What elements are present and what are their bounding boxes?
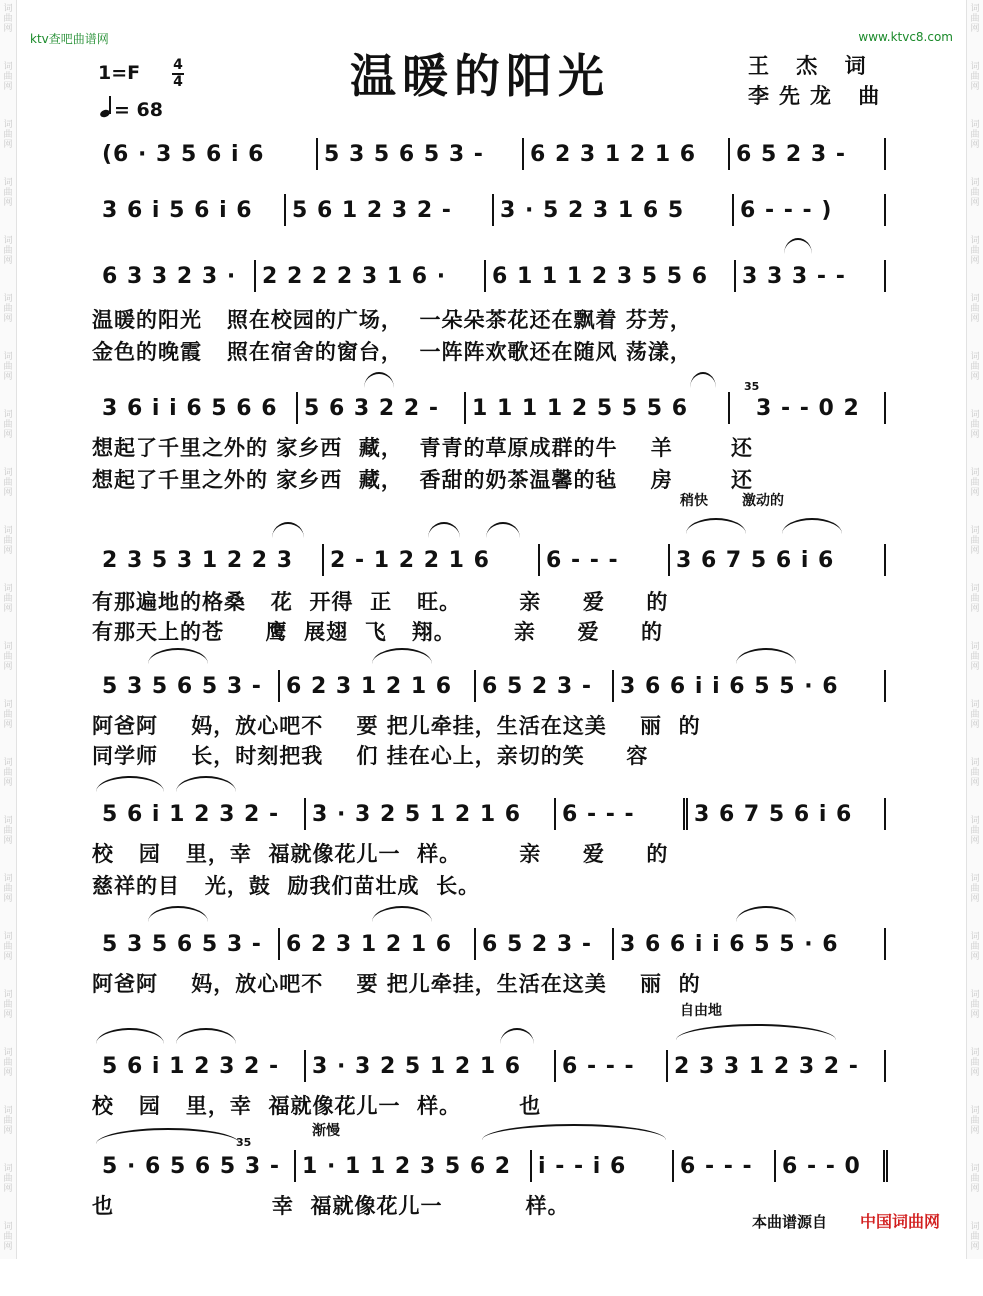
score-line-10 (0, 1146, 861, 1180)
watermark-text: 词 曲 网 (970, 352, 980, 382)
slur (372, 906, 432, 922)
measure: 6 5 2 3 - (476, 670, 614, 702)
watermark-text: 词 曲 网 (970, 700, 980, 730)
measure: 2 - 1 2 2 1 6 (324, 544, 540, 576)
score-line-8 (0, 924, 839, 958)
watermark-text: 词 曲 网 (3, 758, 13, 788)
watermark-text: 词 曲 网 (3, 700, 13, 730)
watermark-text: 词 曲 网 (3, 1164, 13, 1194)
slur (364, 372, 394, 388)
watermark-text: 词 曲 网 (970, 1164, 980, 1194)
key-signature: 1=F (98, 62, 141, 84)
watermark-text: 词 曲 网 (970, 642, 980, 672)
watermark-text: 词 曲 网 (970, 932, 980, 962)
watermark-text: 词 曲 网 (3, 874, 13, 904)
watermark-text: 词 曲 网 (970, 526, 980, 556)
measure: 3 6 i i 6 5 6 6 (96, 392, 298, 424)
measure: 5 3 5 6 5 3 - (96, 928, 280, 960)
tempo-value: = 68 (114, 99, 163, 121)
watermark-text: 词 曲 网 (3, 584, 13, 614)
lyric-line: 同学师 长，时刻把我 们 挂在心上，亲切的笑 容 (92, 744, 649, 768)
measure: 3 6 6 i i 6 5 5 · 6 (614, 670, 886, 702)
watermark-text: 词 曲 网 (970, 4, 980, 34)
slur (500, 1028, 534, 1044)
grace-note: 35 (744, 380, 760, 393)
slur (372, 648, 432, 664)
watermark-text: 词 曲 网 (3, 120, 13, 150)
slur (96, 1128, 240, 1144)
measure: 5 3 5 6 5 3 - (96, 670, 280, 702)
watermark-text: 词 曲 网 (3, 526, 13, 556)
watermark-text: 词 曲 网 (970, 62, 980, 92)
measure: 6 5 2 3 - (476, 928, 614, 960)
slur (176, 1028, 236, 1044)
slur (676, 1024, 836, 1040)
lyric-line: 金色的晚霞 照在宿舍的窗台， 一阵阵欢歌还在随风 荡漾， (92, 340, 692, 364)
measure: 6 1 1 1 2 3 5 5 6 (486, 260, 736, 292)
measure: 2 3 5 3 1 2 2 3 (96, 544, 324, 576)
slur (428, 522, 460, 538)
measure: 3 6 7 5 6 i 6 (688, 798, 886, 830)
slur (736, 906, 796, 922)
lyric-line: 有那遍地的格桑 花 开得 正 旺。 亲 爱 的 (92, 590, 669, 614)
song-title: 温暖的阳光 (350, 49, 610, 103)
score-line-7 (0, 794, 853, 828)
watermark-text: 词 曲 网 (3, 1048, 13, 1078)
score-line-2 (0, 190, 833, 224)
measure: 1 1 1 1 2 5 5 5 6 (466, 392, 730, 424)
slur (272, 522, 304, 538)
lyric-line: 阿爸阿 妈，放心吧不 要 把儿牵挂，生活在这美 丽 的 (92, 714, 701, 738)
watermark-text: 词 曲 网 (3, 294, 13, 324)
measure: i - - i 6 (532, 1150, 674, 1182)
watermark-text: 词 曲 网 (3, 178, 13, 208)
expression-annotation: 自由地 (680, 1003, 722, 1019)
measure: 3 - - 0 2 (730, 392, 886, 424)
watermark-text: 词 曲 网 (970, 294, 980, 324)
measure: 3 · 5 2 3 1 6 5 (494, 194, 734, 226)
watermark-text: 词 曲 网 (970, 120, 980, 150)
watermark-text: 词 曲 网 (970, 584, 980, 614)
watermark-text: 词 曲 网 (970, 990, 980, 1020)
measure: 3 6 6 i i 6 5 5 · 6 (614, 928, 886, 960)
slur (176, 776, 236, 792)
score-line-1 (0, 134, 846, 168)
watermark-text: 词 曲 网 (3, 236, 13, 266)
measure: 2 2 2 2 3 1 6 · (256, 260, 486, 292)
measure: 3 6 7 5 6 i 6 (670, 544, 886, 576)
watermark-text: 词 曲 网 (3, 816, 13, 846)
time-signature (172, 58, 184, 90)
final-measure: 6 - - 0 (776, 1150, 888, 1182)
watermark-text: 词 曲 网 (3, 932, 13, 962)
watermark-text: 词 曲 网 (3, 62, 13, 92)
measure: 3 6 i 5 6 i 6 (96, 194, 286, 226)
measure: 6 - - - (556, 1050, 668, 1082)
measure: 5 6 1 2 3 2 - (286, 194, 494, 226)
expression-annotation: 激动的 (742, 493, 784, 509)
slur (148, 906, 208, 922)
measure: 6 2 3 1 2 1 6 (280, 928, 476, 960)
slur (482, 1124, 666, 1140)
slur (686, 518, 746, 534)
measure: 3 · 3 2 5 1 2 1 6 (306, 1050, 556, 1082)
slur (486, 522, 520, 538)
tempo-annotation: 渐慢 (312, 1123, 340, 1139)
watermark-text: 词 曲 网 (3, 642, 13, 672)
watermark-text: 词 曲 网 (970, 1222, 980, 1252)
score-line-3 (0, 256, 846, 290)
watermark-text: 词 曲 网 (3, 4, 13, 34)
measure: 6 5 2 3 - (730, 138, 886, 170)
measure: (6 · 3 5 6 i 6 (96, 138, 318, 170)
watermark-text: 词 曲 网 (970, 410, 980, 440)
watermark-text: 词 曲 网 (970, 758, 980, 788)
score-line-4 (0, 388, 860, 422)
measure: 6 - - - (540, 544, 670, 576)
time-signature-bottom: 4 (173, 74, 183, 90)
slur (690, 372, 716, 388)
measure: 6 2 3 1 2 1 6 (280, 670, 476, 702)
source-label: 本曲谱源自 (752, 1213, 828, 1231)
watermark-text: 词 曲 网 (970, 874, 980, 904)
slur (736, 648, 796, 664)
watermark-text: 词 曲 网 (3, 410, 13, 440)
time-signature-top: 4 (173, 57, 183, 73)
lyric-line: 阿爸阿 妈，放心吧不 要 把儿牵挂，生活在这美 丽 的 (92, 972, 701, 996)
watermark-text: 词 曲 网 (970, 468, 980, 498)
measure: 5 6 3 2 2 - (298, 392, 466, 424)
score-line-6 (0, 666, 839, 700)
measure: 3 · 3 2 5 1 2 1 6 (306, 798, 556, 830)
watermark-text: 词 曲 网 (3, 1106, 13, 1136)
measure: 5 · 6 5 6 5 3 - (96, 1150, 296, 1182)
watermark-text: 词 曲 网 (970, 816, 980, 846)
slur (96, 776, 164, 792)
measure: 6 - - - ) (734, 194, 886, 226)
slur (96, 1028, 164, 1044)
watermark-text: 词 曲 网 (3, 990, 13, 1020)
measure: 5 3 5 6 5 3 - (318, 138, 524, 170)
composer-credit: 李先龙 曲 (748, 84, 890, 108)
lyric-line: 想起了千里之外的 家乡西 藏， 青青的草原成群的牛 羊 还 (92, 436, 753, 460)
lyric-line: 想起了千里之外的 家乡西 藏， 香甜的奶茶温馨的毡 房 还 (92, 468, 753, 492)
slur (148, 648, 208, 664)
quarter-note-icon (100, 96, 114, 118)
watermark-text: 词 曲 网 (3, 1222, 13, 1252)
right-watermark-strip (966, 0, 983, 1259)
score-line-9 (0, 1046, 859, 1080)
site-watermark-left: ktv查吧曲谱网 (30, 32, 109, 46)
tempo-annotation: 稍快 (680, 493, 708, 509)
measure: 6 2 3 1 2 1 6 (524, 138, 730, 170)
tempo-marking (100, 96, 163, 121)
watermark-text: 词 曲 网 (970, 1048, 980, 1078)
measure: 6 - - - (674, 1150, 776, 1182)
measure: 5 6 i 1 2 3 2 - (96, 798, 306, 830)
score-line-5 (0, 540, 835, 574)
site-watermark-right: www.ktvc8.com (858, 30, 953, 44)
lyricist-credit: 王 杰 词 (748, 54, 876, 78)
measure: 3 3 3 - - (736, 260, 886, 292)
measure: 1 · 1 1 2 3 5 6 2 (296, 1150, 532, 1182)
repeat-measure: 6 - - - (556, 798, 688, 830)
watermark-text: 词 曲 网 (970, 1106, 980, 1136)
lyric-line: 校 园 里，幸 福就像花儿一 样。 亲 爱 的 (92, 842, 669, 866)
measure: 5 6 i 1 2 3 2 - (96, 1050, 306, 1082)
lyric-line: 校 园 里，幸 福就像花儿一 样。 也 (92, 1094, 542, 1118)
slur (782, 518, 842, 534)
lyric-line: 温暖的阳光 照在校园的广场， 一朵朵茶花还在飘着 芬芳， (92, 308, 692, 332)
watermark-text: 词 曲 网 (3, 352, 13, 382)
grace-note: 35 (236, 1136, 252, 1149)
watermark-text: 词 曲 网 (3, 468, 13, 498)
watermark-text: 词 曲 网 (970, 236, 980, 266)
watermark-text: 词 曲 网 (970, 178, 980, 208)
lyric-line: 慈祥的目 光，鼓 励我们苗壮成 长。 (92, 874, 481, 898)
lyric-line: 有那天上的苍 鹰 展翅 飞 翔。 亲 爱 的 (92, 620, 664, 644)
source-brand-link[interactable]: 中国词曲网 (860, 1212, 941, 1231)
lyric-line: 也 幸 福就像花儿一 样。 (92, 1194, 570, 1218)
measure: 6 3 3 2 3 · (96, 260, 256, 292)
slur (784, 238, 812, 254)
measure: 2 3 3 1 2 3 2 - (668, 1050, 886, 1082)
